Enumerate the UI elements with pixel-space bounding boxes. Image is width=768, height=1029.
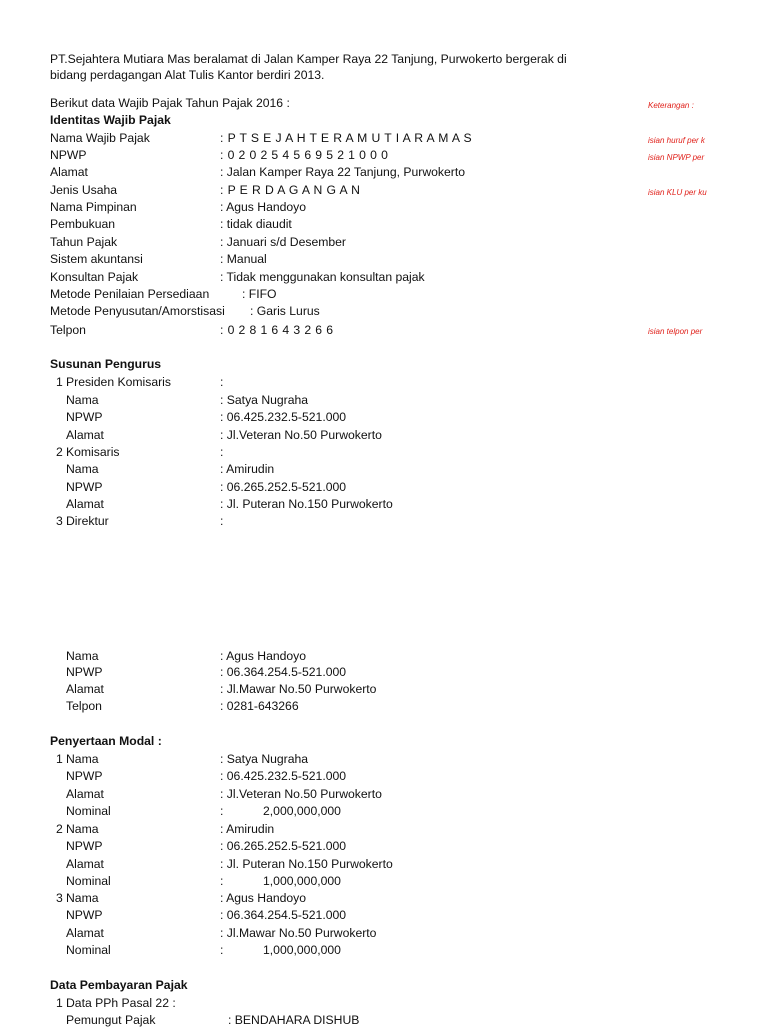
value-konsultan-pajak: : Tidak menggunakan konsultan pajak [220, 270, 425, 284]
pengurus-3-nama-value: : Agus Handoyo [220, 649, 307, 663]
pengurus-2-nama-value: : Amirudin [220, 462, 275, 476]
value-nama-wajib-pajak: : P T S E J A H T E R A M U T I A R A M A S [220, 131, 473, 145]
pengurus-3-title: Direktur [66, 514, 109, 528]
label-tahun-pajak: Tahun Pajak [50, 235, 118, 249]
value-npwp: : 0 2 0 2 5 4 5 6 9 5 2 1 0 0 0 [220, 148, 389, 162]
pengurus-2-title: Komisaris [66, 445, 120, 459]
pengurus-2-alamat-label: Alamat [66, 497, 104, 511]
pengurus-1-npwp-label: NPWP [66, 410, 103, 424]
value-metode-persediaan: : FIFO [242, 287, 277, 301]
pengurus-2-num: 2 [56, 445, 63, 459]
modal-1-npwp-value: : 06.425.232.5-521.000 [220, 769, 347, 783]
pengurus-1-nama-value: : Satya Nugraha [220, 393, 309, 407]
pengurus-heading: Susunan Pengurus [50, 357, 162, 371]
label-nama-wajib-pajak: Nama Wajib Pajak [50, 131, 150, 145]
pengurus-3-telpon-label: Telpon [66, 699, 102, 713]
pengurus-1-npwp-value: : 06.425.232.5-521.000 [220, 410, 347, 424]
pengurus-1-title: Presiden Komisaris [66, 375, 171, 389]
value-pembukuan: : tidak diaudit [220, 217, 292, 231]
note-telpon: isian telpon per [648, 327, 703, 336]
modal-2-alamat-label: Alamat [66, 857, 104, 871]
pengurus-3-telpon-value: : 0281-643266 [220, 699, 299, 713]
modal-1-nama-label: Nama [66, 752, 99, 766]
modal-3-alamat-value: : Jl.Mawar No.50 Purwokerto [220, 926, 377, 940]
pengurus-1-colon: : [220, 375, 224, 389]
note-keterangan: Keterangan : [648, 101, 694, 110]
value-nama-pimpinan: : Agus Handoyo [220, 200, 307, 214]
modal-heading: Penyertaan Modal : [50, 734, 162, 748]
pengurus-1-nama-label: Nama [66, 393, 99, 407]
modal-2-nama-value: : Amirudin [220, 822, 275, 836]
modal-2-npwp-value: : 06.265.252.5-521.000 [220, 839, 347, 853]
label-konsultan-pajak: Konsultan Pajak [50, 270, 139, 284]
label-metode-penyusutan: Metode Penyusutan/Amorstisasi [50, 304, 225, 318]
modal-2-nama-label: Nama [66, 822, 99, 836]
modal-3-alamat-label: Alamat [66, 926, 104, 940]
pengurus-2-colon: : [220, 445, 224, 459]
modal-1-alamat-label: Alamat [66, 787, 104, 801]
modal-2-npwp-label: NPWP [66, 839, 103, 853]
modal-3-nominal-colon: : [220, 943, 224, 957]
value-alamat: : Jalan Kamper Raya 22 Tanjung, Purwokerto [220, 165, 466, 179]
pembayaran-heading: Data Pembayaran Pajak [50, 978, 188, 992]
note-npwp: isian NPWP per [648, 153, 705, 162]
label-telpon: Telpon [50, 323, 86, 337]
modal-2-nominal-colon: : [220, 874, 224, 888]
pengurus-2-alamat-value: : Jl. Puteran No.150 Purwokerto [220, 497, 393, 511]
value-tahun-pajak: : Januari s/d Desember [220, 235, 346, 249]
pengurus-2-npwp-label: NPWP [66, 480, 103, 494]
modal-3-nama-value: : Agus Handoyo [220, 891, 307, 905]
modal-2-nominal-label: Nominal [66, 874, 111, 888]
note-huruf: isian huruf per k [648, 136, 705, 145]
value-jenis-usaha: : P E R D A G A N G A N [220, 183, 361, 197]
pengurus-1-num: 1 [56, 375, 63, 389]
value-sistem-akuntansi: : Manual [220, 252, 267, 266]
pengurus-3-nama-label: Nama [66, 649, 99, 663]
intro-line-3: Berikut data Wajib Pajak Tahun Pajak 2016 : [50, 96, 290, 110]
intro-line-1: PT.Sejahtera Mutiara Mas beralamat di Jalan Kamper Raya 22 Tanjung, Purwokerto bergerak di [50, 52, 567, 66]
value-metode-penyusutan: : Garis Lurus [250, 304, 320, 318]
modal-1-nama-value: : Satya Nugraha [220, 752, 309, 766]
label-jenis-usaha: Jenis Usaha [50, 183, 118, 197]
pengurus-3-colon: : [220, 514, 224, 528]
modal-3-nama-label: Nama [66, 891, 99, 905]
modal-3-nominal-value: 1,000,000,000 [263, 943, 341, 957]
pengurus-1-alamat-label: Alamat [66, 428, 104, 442]
modal-3-npwp-value: : 06.364.254.5-521.000 [220, 908, 347, 922]
modal-1-nominal-label: Nominal [66, 804, 111, 818]
pembayaran-1-item: Data PPh Pasal 22 : [66, 996, 176, 1010]
pengurus-3-npwp-value: : 06.364.254.5-521.000 [220, 665, 347, 679]
value-telpon: : 0 2 8 1 6 4 3 2 6 6 [220, 323, 334, 337]
label-metode-persediaan: Metode Penilaian Persediaan [50, 287, 210, 301]
modal-2-nominal-value: 1,000,000,000 [263, 874, 341, 888]
intro-line-2: bidang perdagangan Alat Tulis Kantor berdiri 2013. [50, 68, 325, 82]
pengurus-2-npwp-value: : 06.265.252.5-521.000 [220, 480, 347, 494]
label-alamat: Alamat [50, 165, 88, 179]
pengurus-2-nama-label: Nama [66, 462, 99, 476]
label-sistem-akuntansi: Sistem akuntansi [50, 252, 143, 266]
pembayaran-1-num: 1 [56, 996, 63, 1010]
label-pembukuan: Pembukuan [50, 217, 116, 231]
modal-1-alamat-value: : Jl.Veteran No.50 Purwokerto [220, 787, 382, 801]
modal-1-nominal-colon: : [220, 804, 224, 818]
identitas-heading: Identitas Wajib Pajak [50, 113, 171, 127]
pengurus-3-num: 3 [56, 514, 63, 528]
modal-3-npwp-label: NPWP [66, 908, 103, 922]
modal-2-num: 2 [56, 822, 63, 836]
pengurus-3-alamat-value: : Jl.Mawar No.50 Purwokerto [220, 682, 377, 696]
modal-1-num: 1 [56, 752, 63, 766]
modal-1-npwp-label: NPWP [66, 769, 103, 783]
pengurus-1-alamat-value: : Jl.Veteran No.50 Purwokerto [220, 428, 382, 442]
modal-2-alamat-value: : Jl. Puteran No.150 Purwokerto [220, 857, 393, 871]
label-nama-pimpinan: Nama Pimpinan [50, 200, 137, 214]
label-npwp: NPWP [50, 148, 87, 162]
pengurus-3-npwp-label: NPWP [66, 665, 103, 679]
note-klu: isian KLU per ku [648, 188, 707, 197]
modal-1-nominal-value: 2,000,000,000 [263, 804, 341, 818]
modal-3-num: 3 [56, 891, 63, 905]
modal-3-nominal-label: Nominal [66, 943, 111, 957]
pengurus-3-alamat-label: Alamat [66, 682, 104, 696]
pemungut-label: Pemungut Pajak [66, 1013, 156, 1027]
pemungut-value: : BENDAHARA DISHUB [228, 1013, 360, 1027]
